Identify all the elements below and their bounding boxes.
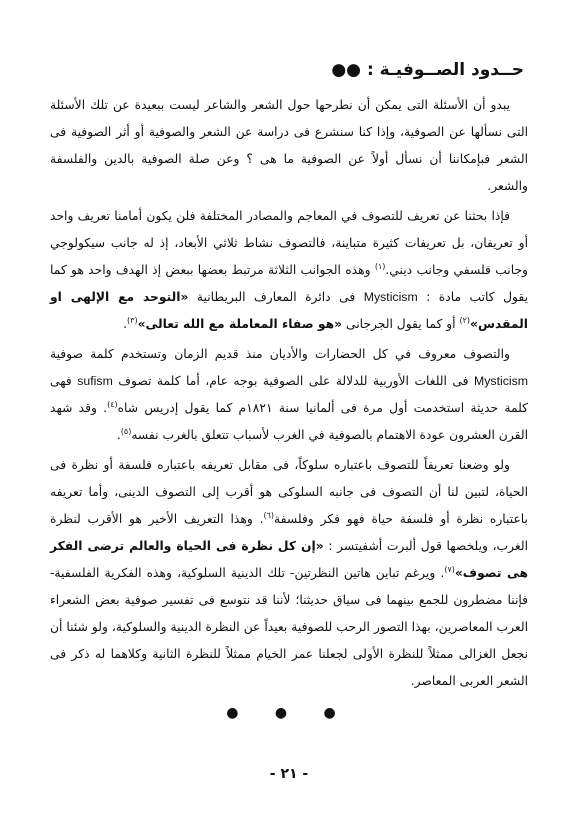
paragraph-4 bbox=[50, 452, 528, 695]
footnote-ref-7: (٧) bbox=[444, 564, 455, 574]
latin-term-mysticism-2: Mysticism bbox=[474, 374, 528, 388]
section-heading bbox=[50, 60, 524, 80]
paragraph-4-text-c: . ويرغم تباين هاتين النظرتين- تلك الدينية السلوكية، وهذه الفكرية الفلسفية- فإننا مضطرون للجمع بينهما فى سياق حديثنا؛ لأننا قد نتوسع فى تفسير صوفية بعض الشعراء العرب المعاصرين، بهذا التصور الرحب للصوفية بعيداً عن النظرة الدينية والسلوكية، ولو شئنا أن نجعل الغزالى ممثلاً للنظرة الأولى لجعلنا عمر الخيام ممثلاً للنظرة الثانية وكلاهما له ذكر فى الشعر العربى المعاصر. bbox=[50, 566, 528, 688]
paragraph-3-text-d: . وقد شهد القرن العشرون عودة الاهتمام بالصوفية في الغرب لأسباب تتعلق بالغرب نفسه bbox=[50, 401, 528, 442]
paragraph-3 bbox=[50, 341, 528, 449]
footnote-ref-2: (٢) bbox=[459, 315, 471, 325]
quote-britannica: «التوحد مع الإلهى او المقدس» bbox=[50, 290, 528, 331]
latin-term-sufism: sufism bbox=[77, 374, 113, 388]
paragraph-2 bbox=[50, 203, 528, 338]
quote-jurjani: «هو صفاء المعاملة مع الله تعالى» bbox=[137, 317, 343, 331]
paragraph-2-text-b: وهذه الجوانب الثلاثة مرتبط بعضها ببعض إذ الهدف واحد هو كما يقول كاتب مادة : bbox=[50, 263, 529, 304]
footnote-ref-5: (٥) bbox=[120, 426, 132, 436]
quote-schweitzer: «إن كل نظرة فى الحياة والعالم ترضى الفكر هى تصوف» bbox=[50, 539, 528, 580]
paragraph-2-text-d: أو كما يقول الجرجانى bbox=[342, 317, 460, 331]
paragraph-3-text-a: والتصوف معروف في كل الحضارات والأديان منذ قديم الزمان وتستخدم كلمة صوفية bbox=[50, 347, 510, 361]
section-separator: ● ● ● bbox=[226, 705, 352, 721]
footnote-ref-6: (٦) bbox=[263, 510, 275, 520]
paragraph-4-text-a: ولو وضعنا تعريفاً للتصوف باعتباره سلوكاً، فى مقابل تعريفه باعتباره فلسفة أو نظرة فى الحياة، لتبين لنا أن التصوف فى جانبه السلوكى هو أقرب إلى التصوف الدينى، وأما تعريفه باعتباره نظرة أو فلسفة حياة فهو فكر وفلسفة bbox=[50, 458, 528, 526]
paragraph-2-text-a: فإذا بحثنا عن تعريف للتصوف في المعاجم والمصادر المختلفة فلن يكون أمامنا تعريف واحد أو تعريفان، بل تعريفات كثيرة متباينة، فالتصوف نشاط ثلاثي الأبعاد، إذ له جانب سيكولوجي وجانب فلسفي وجانب ديني. bbox=[50, 209, 528, 277]
paragraph-3-text-b: فى اللغات الأوربية للدلالة على الصوفية بوجه عام، أما كلمة تصوف bbox=[112, 374, 475, 388]
paragraph-3-text-c: فهى كلمة حديثة استخدمت أول مرة فى ألمانيا سنة ١٨٢١م كما يقول إدريس شاه bbox=[50, 374, 528, 415]
latin-term-mysticism: Mysticism bbox=[363, 290, 418, 304]
footnote-ref-3: (٣) bbox=[127, 315, 138, 325]
footnote-ref-4: (٤) bbox=[107, 399, 118, 409]
paragraph-3-text-e: . bbox=[116, 428, 121, 442]
paragraph-2-text-e: . bbox=[123, 317, 128, 331]
paragraph-1-text: يبدو أن الأسئلة التى يمكن أن نطرحها حول الشعر والشاعر ليست ببعيدة عن تلك الأسئلة التى نسألها عن الصوفية، وإذا كنا سنشرع فى دراسة عن الشعر والصوفية أو أثر الصوفية فى الشعر فبإمكاننا أن نسأل أولاً عن الصوفية ما هى ؟ وعن صلة الصوفية بالدين والفلسفة والشعر. bbox=[50, 98, 528, 193]
footnote-ref-1: (١) bbox=[374, 261, 386, 271]
page-number: - ٢١ - bbox=[269, 766, 309, 782]
paragraph-4-text-b: . وهذا التعريف الأخير هو الأقرب لنظرة الغرب، ويلخصها قول ألبرت أشفيتسر : bbox=[50, 512, 528, 553]
section-title: حــدود الصــوفيـة : bbox=[366, 60, 524, 80]
paragraph-1 bbox=[50, 92, 528, 200]
paragraph-2-text-c: فى دائرة المعارف البريطانية bbox=[188, 290, 364, 304]
heading-bullets: ●● bbox=[331, 60, 362, 80]
